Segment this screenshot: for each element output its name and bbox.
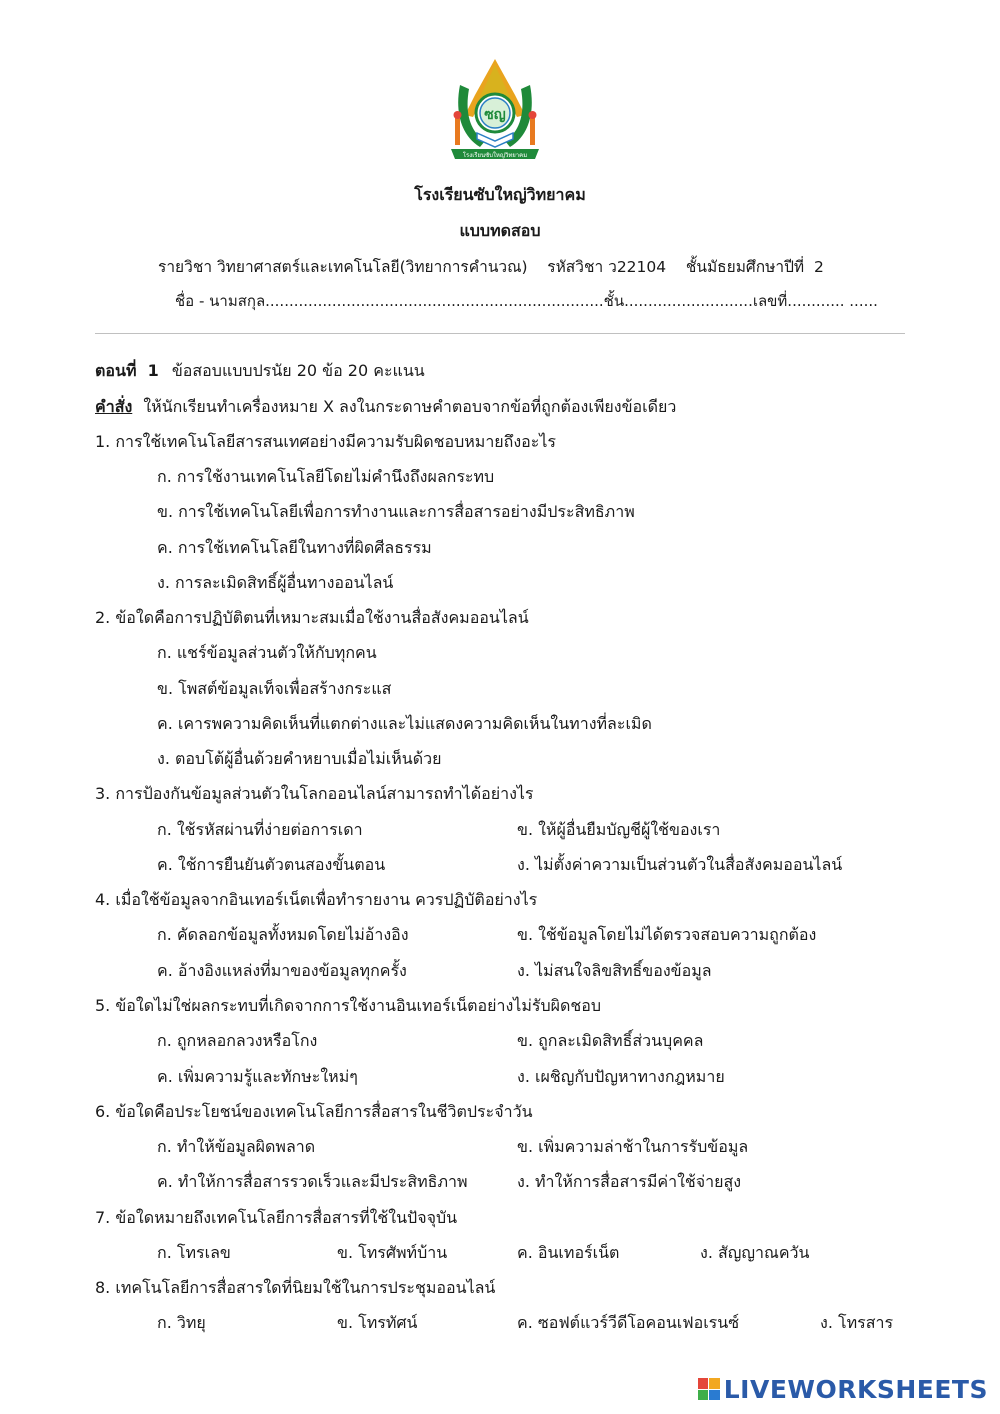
instruction-label: คำสั่ง — [95, 397, 133, 416]
part-heading — [95, 359, 425, 384]
q1-option-a: ก. การใช้งานเทคโนโลยีโดยไม่คำนึงถึงผลกระทบ — [157, 467, 495, 486]
q1-option-b: ข. การใช้เทคโนโลยีเพื่อการทำงานและการสื่อสารอย่างมีประสิทธิภาพ — [157, 502, 635, 521]
q4-option-b: ข. ใช้ข้อมูลโดยไม่ได้ตรวจสอบความถูกต้อง — [517, 925, 817, 944]
q1-option-c: ค. การใช้เทคโนโลยีในทางที่ผิดศีลธรรม — [157, 538, 432, 557]
q3-option-b: ข. ให้ผู้อื่นยืมบัญชีผู้ใช้ของเรา — [517, 820, 721, 839]
q2-option-b: ข. โพสต์ข้อมูลเท็จเพื่อสร้างกระแส — [157, 679, 392, 698]
question-8: 8. เทคโนโลยีการสื่อสารใดที่นิยมใช้ในการประชุมออนไลน์ — [95, 1278, 496, 1297]
school-logo — [445, 55, 545, 167]
question-6: 6. ข้อใดคือประโยชน์ของเทคโนโลยีการสื่อสารในชีวิตประจำวัน — [95, 1102, 533, 1121]
student-name-line: ชื่อ - นามสกุล.......................................................................ชั้น...........................เลขที่............ ...... — [175, 292, 878, 310]
q2-option-c: ค. เคารพความคิดเห็นที่แตกต่างและไม่แสดงความคิดเห็นในทางที่ละเมิด — [157, 714, 652, 733]
divider — [95, 333, 905, 334]
q6-option-a: ก. ทำให้ข้อมูลผิดพลาด — [157, 1137, 316, 1156]
q4-option-c: ค. อ้างอิงแหล่งที่มาของข้อมูลทุกครั้ง — [157, 961, 407, 980]
question-4: 4. เมื่อใช้ข้อมูลจากอินเทอร์เน็ตเพื่อทำรายงาน ควรปฏิบัติอย่างไร — [95, 890, 538, 909]
liveworksheets-badge-icon — [698, 1378, 720, 1400]
q6-option-b: ข. เพิ่มความล่าช้าในการรับข้อมูล — [517, 1137, 749, 1156]
q7-option-c: ค. อินเทอร์เน็ต — [517, 1243, 620, 1262]
q2-option-d: ง. ตอบโต้ผู้อื่นด้วยคำหยาบเมื่อไม่เห็นด้วย — [157, 749, 442, 768]
part-description: ข้อสอบแบบปรนัย 20 ข้อ 20 คะแนน — [171, 361, 425, 380]
question-1: 1. การใช้เทคโนโลยีสารสนเทศอย่างมีความรับผิดชอบหมายถึงอะไร — [95, 432, 557, 451]
question-2: 2. ข้อใดคือการปฏิบัติตนที่เหมาะสมเมื่อใช้งานสื่อสังคมออนไลน์ — [95, 608, 529, 627]
badge-cell — [698, 1378, 709, 1389]
q8-option-a: ก. วิทยุ — [157, 1313, 206, 1332]
q5-option-b: ข. ถูกละเมิดสิทธิ์ส่วนบุคคล — [517, 1031, 704, 1050]
instruction — [95, 395, 676, 420]
school-name: โรงเรียนซับใหญ่วิทยาคม — [414, 185, 586, 204]
liveworksheets-wordmark: LIVEWORKSHEETS — [723, 1374, 988, 1404]
q7-option-a: ก. โทรเลข — [157, 1243, 231, 1262]
q6-option-d: ง. ทำให้การสื่อสารมีค่าใช้จ่ายสูง — [517, 1172, 742, 1191]
document-type: แบบทดสอบ — [459, 221, 541, 240]
q7-option-b: ข. โทรศัพท์บ้าน — [337, 1243, 448, 1262]
badge-cell — [698, 1390, 709, 1401]
q8-option-d: ง. โทรสาร — [820, 1313, 894, 1332]
q8-option-b: ข. โทรทัศน์ — [337, 1313, 418, 1332]
badge-cell — [709, 1390, 720, 1401]
q5-option-c: ค. เพิ่มความรู้และทักษะใหม่ๆ — [157, 1067, 358, 1086]
liveworksheets-logo[interactable] — [698, 1374, 988, 1404]
instruction-text: ให้นักเรียนทำเครื่องหมาย X ลงในกระดาษคำตอบจากข้อที่ถูกต้องเพียงข้อเดียว — [143, 397, 677, 416]
q3-option-a: ก. ใช้รหัสผ่านที่ง่ายต่อการเดา — [157, 820, 363, 839]
logo-banner-text: โรงเรียนซับใหญ่วิทยาคม — [462, 152, 528, 159]
q3-option-d: ง. ไม่ตั้งค่าความเป็นส่วนตัวในสื่อสังคมออนไลน์ — [517, 855, 843, 874]
logo-emblem-text: ซญ — [484, 107, 506, 123]
q2-option-a: ก. แชร์ข้อมูลส่วนตัวให้กับทุกคน — [157, 643, 377, 662]
q1-option-d: ง. การละเมิดสิทธิ์ผู้อื่นทางออนไลน์ — [157, 573, 394, 592]
q5-option-a: ก. ถูกหลอกลวงหรือโกง — [157, 1031, 318, 1050]
q8-option-c: ค. ซอฟต์แวร์วีดีโอคอนเฟอเรนซ์ — [517, 1313, 740, 1332]
question-5: 5. ข้อใดไม่ใช่ผลกระทบที่เกิดจากการใช้งานอินเทอร์เน็ตอย่างไม่รับผิดชอบ — [95, 996, 602, 1015]
part-label: ตอนที่ 1 — [95, 361, 159, 380]
q4-option-d: ง. ไม่สนใจลิขสิทธิ์ของข้อมูล — [517, 961, 712, 980]
q3-option-c: ค. ใช้การยืนยันตัวตนสองขั้นตอน — [157, 855, 386, 874]
q4-option-a: ก. คัดลอกข้อมูลทั้งหมดโดยไม่อ้างอิง — [157, 925, 409, 944]
question-3: 3. การป้องกันข้อมูลส่วนตัวในโลกออนไลน์สามารถทำได้อย่างไร — [95, 784, 534, 803]
q5-option-d: ง. เผชิญกับปัญหาทางกฎหมาย — [517, 1067, 725, 1086]
q7-option-d: ง. สัญญาณควัน — [700, 1243, 810, 1262]
question-7: 7. ข้อใดหมายถึงเทคโนโลยีการสื่อสารที่ใช้ในปัจจุบัน — [95, 1208, 458, 1227]
course-line: รายวิชา วิทยาศาสตร์และเทคโนโลยี(วิทยาการคำนวณ) รหัสวิชา ว22104 ชั้นมัธยมศึกษาปีที่ 2 — [158, 258, 824, 276]
q6-option-c: ค. ทำให้การสื่อสารรวดเร็วและมีประสิทธิภาพ — [157, 1172, 468, 1191]
badge-cell — [709, 1378, 720, 1389]
